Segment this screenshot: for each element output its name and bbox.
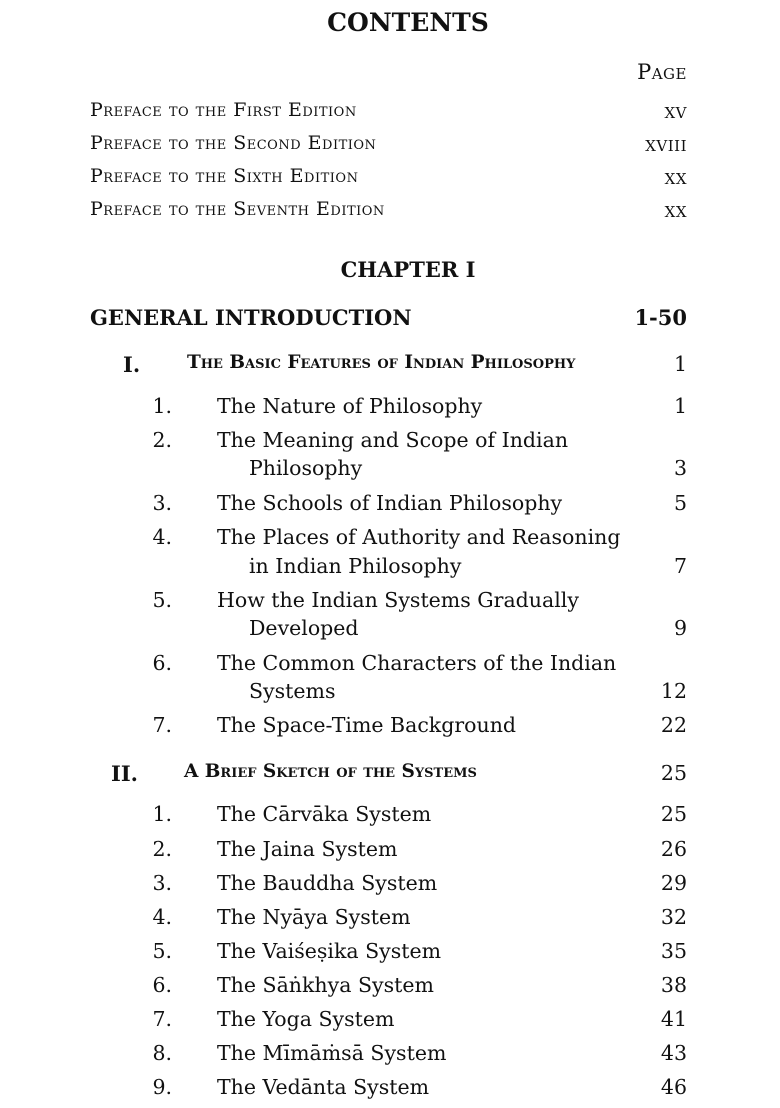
entry-title-line: How the Indian Systems Gradually: [217, 588, 579, 612]
entry-title-line: The Vaiśeṣika System: [217, 939, 442, 963]
entry-number: 2.: [152, 428, 172, 452]
entry-title-line: The Nyāya System: [217, 905, 411, 929]
entry-page: 35: [660, 939, 687, 963]
entry-page: 26: [660, 837, 687, 861]
entry-number: 1.: [152, 394, 172, 418]
entry-title-line: The Cārvāka System: [217, 802, 432, 826]
chapter-pages: 1-50: [634, 305, 687, 330]
entry-page: 22: [660, 713, 687, 737]
entry-title-line: Developed: [249, 616, 359, 640]
entry-number: 5.: [152, 588, 172, 612]
preface-entry-page: xx: [664, 198, 687, 222]
entry-number: 7.: [152, 713, 172, 737]
preface-entry-page: xv: [664, 99, 687, 123]
entry-page: 32: [660, 905, 687, 929]
page-column-label: Page: [637, 60, 687, 84]
entry-number: 1.: [152, 802, 172, 826]
section-number: I.: [123, 352, 141, 377]
preface-entry-label: Preface to the Sixth Edition: [90, 165, 359, 187]
entry-title-line: in Indian Philosophy: [249, 554, 462, 578]
entry-title-line: The Places of Authority and Reasoning: [217, 525, 621, 549]
entry-number: 6.: [152, 973, 172, 997]
section-number: II.: [111, 761, 138, 786]
entry-title-line: The Meaning and Scope of Indian: [217, 428, 569, 452]
entry-number: 8.: [152, 1041, 172, 1065]
entry-number: 4.: [152, 525, 172, 549]
chapter-label: CHAPTER I: [340, 257, 476, 282]
entry-page: 7: [673, 554, 687, 578]
entry-page: 9: [673, 616, 687, 640]
entry-page: 1: [673, 394, 687, 418]
entry-number: 3.: [152, 871, 172, 895]
preface-entry-page: xviii: [645, 132, 687, 156]
entry-title-line: The Space-Time Background: [217, 713, 517, 737]
section-page: 1: [673, 352, 687, 376]
entry-number: 2.: [152, 837, 172, 861]
entry-number: 7.: [152, 1007, 172, 1031]
chapter-title: GENERAL INTRODUCTION: [90, 305, 412, 330]
entry-title-line: The Vedānta System: [217, 1075, 430, 1099]
entry-page: 38: [660, 973, 687, 997]
entry-page: 3: [673, 456, 687, 480]
entry-title-line: The Common Characters of the Indian: [217, 651, 617, 675]
page-title: CONTENTS: [327, 8, 489, 37]
section-title: A Brief Sketch of the Systems: [184, 761, 477, 782]
entry-page: 12: [660, 679, 687, 703]
preface-entry-label: Preface to the First Edition: [90, 99, 357, 121]
entry-title-line: The Schools of Indian Philosophy: [217, 491, 563, 515]
entry-number: 4.: [152, 905, 172, 929]
entry-page: 46: [660, 1075, 687, 1099]
entry-title-line: The Yoga System: [217, 1007, 395, 1031]
entry-page: 41: [660, 1007, 687, 1031]
preface-entry-label: Preface to the Second Edition: [90, 132, 377, 154]
preface-entry-page: xx: [664, 165, 687, 189]
section-page: 25: [660, 761, 687, 785]
entry-page: 25: [660, 802, 687, 826]
entry-title-line: The Jaina System: [217, 837, 398, 861]
preface-entry-label: Preface to the Seventh Edition: [90, 198, 385, 220]
entry-number: 6.: [152, 651, 172, 675]
entry-title-line: The Nature of Philosophy: [217, 394, 483, 418]
entry-title-line: The Bauddha System: [217, 871, 438, 895]
entry-page: 43: [660, 1041, 687, 1065]
entry-title-line: Systems: [249, 679, 336, 703]
entry-number: 5.: [152, 939, 172, 963]
entry-page: 5: [673, 491, 687, 515]
entry-page: 29: [660, 871, 687, 895]
entry-number: 3.: [152, 491, 172, 515]
entry-title-line: The Sāṅkhya System: [217, 973, 434, 997]
entry-title-line: The Mīmāṁsā System: [217, 1041, 447, 1065]
entry-title-line: Philosophy: [249, 456, 363, 480]
entry-number: 9.: [152, 1075, 172, 1099]
section-title: The Basic Features of Indian Philosophy: [187, 352, 576, 373]
